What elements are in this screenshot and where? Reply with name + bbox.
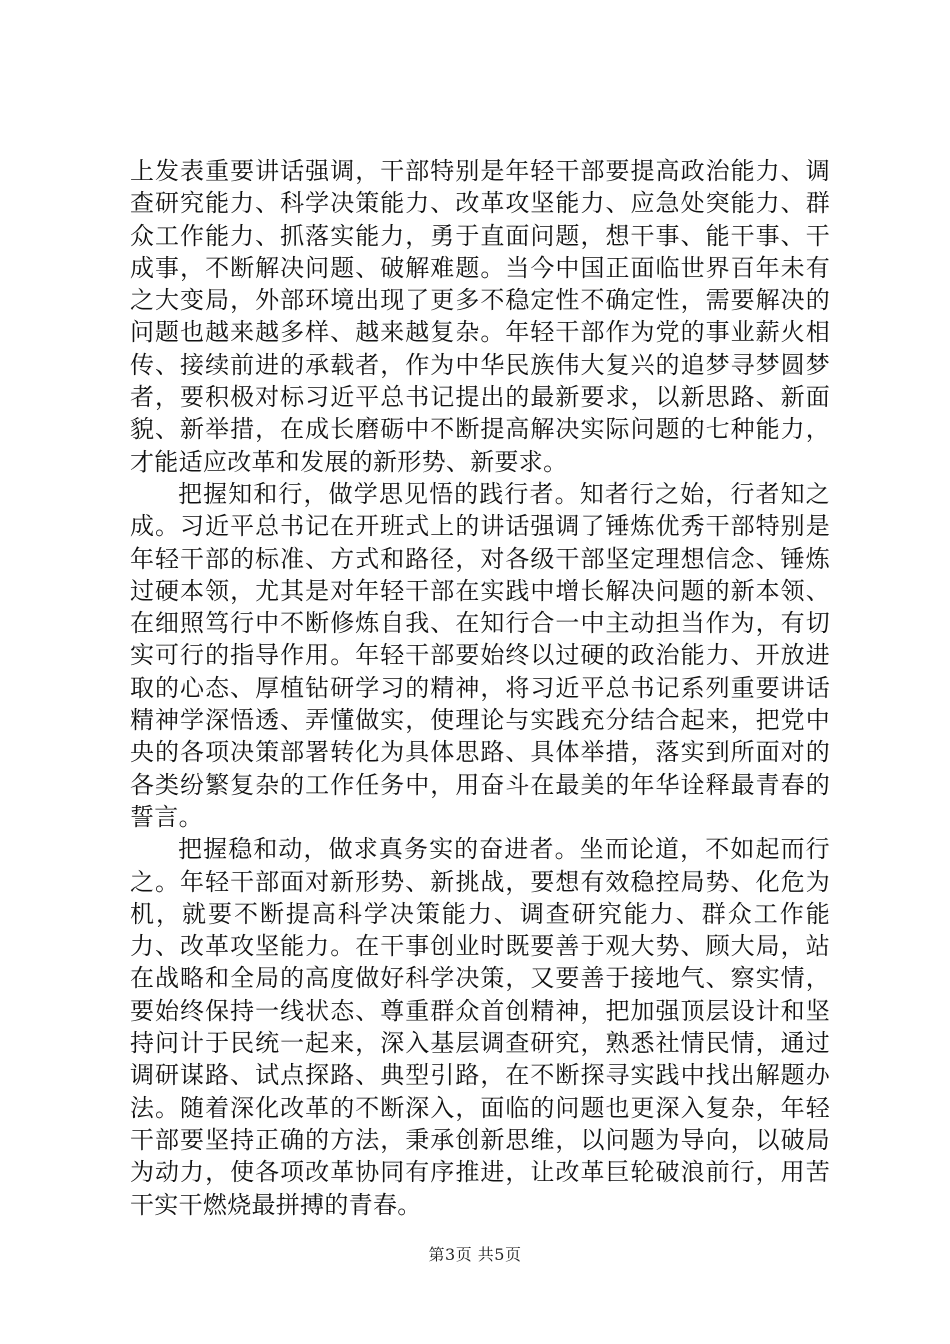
paragraph-3: 把握稳和动，做求真务实的奋进者。坐而论道，不如起而行之。年轻干部面对新形势、新挑战，要想有效稳控局势、化危为机，就要不断提高科学决策能力、调查研究能力、群众工作能力、改革攻坚能力。在干事创业时既要善于观大势、顾大局，站在战略和全局的高度做好科学决策，又要善于接地气、察实情，要始终保持一线状态、尊重群众首创精神，把加强顶层设计和坚持问计于民统一起来，深入基层调查研究，熟悉社情民情，通过调研谋路、试点探路、典型引路，在不断探寻实践中找出解题办法。随着深化改革的不断深入，面临的问题也更深入复杂，年轻干部要坚持正确的方法，秉承创新思维，以问题为导向，以破局为动力，使各项改革协同有序推进，让改革巨轮破浪前行，用苦干实干燃烧最拼搏的青春。 [130,835,830,1219]
page-number-label: 第3页 共5页 [428,1245,522,1264]
document-body [130,155,830,1221]
page-footer [0,1242,950,1265]
paragraph-1: 上发表重要讲话强调，干部特别是年轻干部要提高政治能力、调查研究能力、科学决策能力、改革攻坚能力、应急处突能力、群众工作能力、抓落实能力，勇于直面问题，想干事、能干事、干成事，不断解决问题、破解难题。当今中国正面临世界百年未有之大变局，外部环境出现了更多不稳定性不确定性，需要解决的问题也越来越多样、越来越复杂。年轻干部作为党的事业薪火相传、接续前进的承载者，作为中华民族伟大复兴的追梦寻梦圆梦者，要积极对标习近平总书记提出的最新要求，以新思路、新面貌、新举措，在成长磨砺中不断提高解决实际问题的七种能力，才能适应改革和发展的新形势、新要求。 [130,157,830,476]
paragraph-2: 把握知和行，做学思见悟的践行者。知者行之始，行者知之成。习近平总书记在开班式上的讲话强调了锤炼优秀干部特别是年轻干部的标准、方式和路径，对各级干部坚定理想信念、锤炼过硬本领，尤其是对年轻干部在实践中增长解决问题的新本领、在细照笃行中不断修炼自我、在知行合一中主动担当作为，有切实可行的指导作用。年轻干部要始终以过硬的政治能力、开放进取的心态、厚植钻研学习的精神，将习近平总书记系列重要讲话精神学深悟透、弄懂做实，使理论与实践充分结合起来，把党中央的各项决策部署转化为具体思路、具体举措，落实到所面对的各类纷繁复杂的工作任务中，用奋斗在最美的年华诠释最青春的誓言。 [130,479,830,831]
